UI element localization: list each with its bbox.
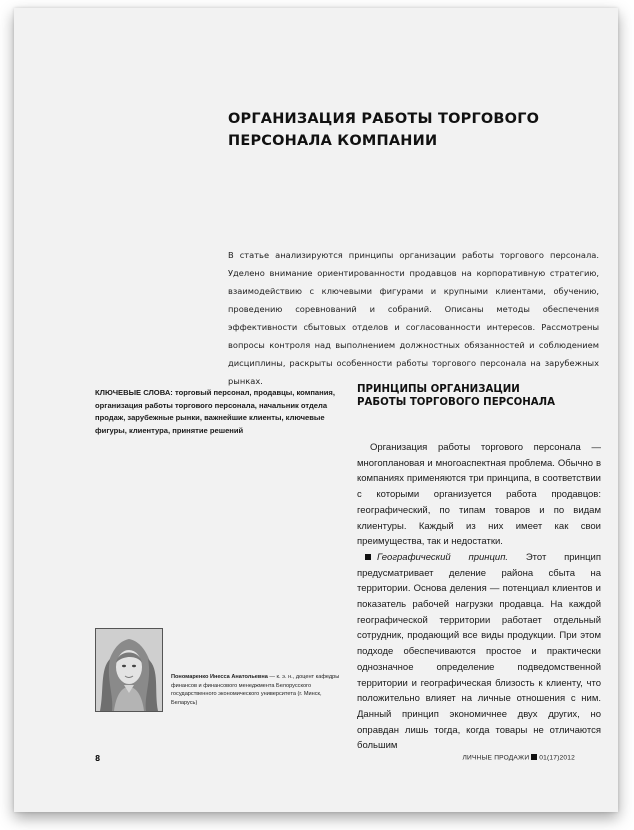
journal-page bbox=[14, 8, 618, 812]
article-abstract: В статье анализируются принципы организации работы торгового персонала. Уделено внимание ориентированности продавцов на корпоративную стратегию, взаимодействию с ключевыми фигурами и крупными клиентами, обучению, проведению соревнований и собраний. Описаны методы обеспечения эффективности сбытовых отделов и согласованности интересов. Рассмотрены вопросы контроля над выполнением должностных обязанностей и соблюдением дисциплины, раскрыты особенности работы торгового персонала на зарубежных рынках. bbox=[228, 250, 599, 386]
bullet-text: Этот принцип предусматривает деление района сбыта на территории. Основа деления — потенциал клиентов и показатель рабочей нагрузки продавца. На каждой географической территории работает отдельный сотрудник, продающий все виды продукции. При этом подходе обеспечиваются простое и практически однозначное определение подведомственной территории и географическая близость к клиенту, что положительно влияет на личные отношения с ним. Данный принцип экономичнее двух других, но оправдан лишь тогда, когда товары не отличаются большим bbox=[357, 551, 601, 752]
author-bio: — к. э. н., доцент кафедры финансов и финансового менеджмента Белорусского государственного экономического университета (г. Минск, Беларусь) bbox=[171, 674, 340, 706]
bullet-paragraph bbox=[357, 550, 601, 754]
article-title: ОРГАНИЗАЦИЯ РАБОТЫ ТОРГОВОГО ПЕРСОНАЛА КОМПАНИИ bbox=[228, 111, 540, 149]
issue-number: 01(17)2012 bbox=[539, 754, 575, 762]
author-info bbox=[171, 673, 341, 707]
journal-name: ЛИЧНЫЕ ПРОДАЖИ bbox=[462, 754, 530, 762]
bullet-term: Географический принцип. bbox=[377, 551, 509, 563]
section-heading: ПРИНЦИПЫ ОРГАНИЗАЦИИ РАБОТЫ ТОРГОВОГО ПЕРСОНАЛА bbox=[357, 384, 556, 408]
footer-issue bbox=[463, 754, 576, 762]
square-separator-icon bbox=[531, 754, 537, 760]
page-number: 8 bbox=[95, 754, 101, 763]
section-body bbox=[357, 440, 601, 754]
keywords-block: КЛЮЧЕВЫЕ СЛОВА: торговый персонал, продавцы, компания, организация работы торгового персонала, начальник отдела продаж, зарубежные рынки, важнейшие клиенты, ключевые фигуры, клиентура, принятие решений bbox=[95, 388, 335, 435]
square-bullet-icon bbox=[365, 554, 371, 560]
author-name: Пономаренко Инесса Анатольевна bbox=[171, 674, 268, 680]
author-photo bbox=[95, 628, 163, 712]
body-paragraph: Организация работы торгового персонала — многоплановая и многоаспектная проблема. Обычно в компаниях применяются три принципа, в соответствии с которыми организуется работа продавцов: географический, по типам товаров и по видам клиентуры. Каждый из них имеет как свои преимущества, так и недостатки. bbox=[357, 442, 601, 548]
